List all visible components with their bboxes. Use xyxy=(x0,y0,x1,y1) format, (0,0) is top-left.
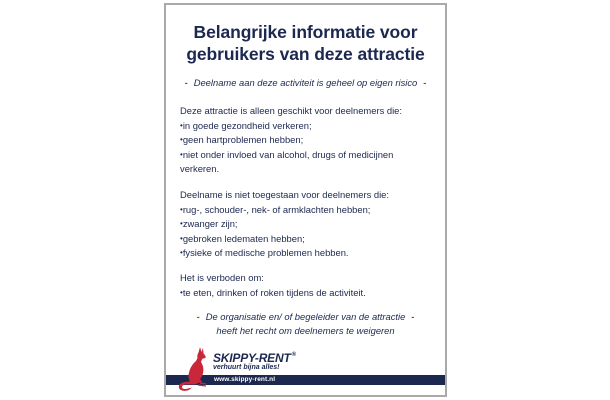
list-item: • zwanger zijn; xyxy=(180,217,435,232)
section-heading: Het is verboden om: xyxy=(180,272,264,283)
risk-notice-text: Deelname aan deze activiteit is geheel op eigen risico xyxy=(193,77,418,88)
section-forbidden xyxy=(180,271,435,300)
refusal-notice-line-2: heeft het recht om deelnemers te weigeren xyxy=(216,325,395,336)
title-line-1: Belangrijke informatie voor xyxy=(193,22,418,42)
red-dash-right: - xyxy=(423,77,427,88)
section-not-allowed xyxy=(180,188,435,261)
kangaroo-icon xyxy=(176,346,212,392)
list-item: • gebroken ledematen hebben; xyxy=(180,232,435,247)
brand-name-text: SKIPPY-RENT xyxy=(213,351,291,365)
list-item: • niet onder invloed van alcohol, drugs of medicijnen verkeren. xyxy=(180,148,435,177)
list-item: • te eten, drinken of roken tijdens de activiteit. xyxy=(180,286,435,301)
refusal-notice-line-1 xyxy=(166,310,445,324)
risk-notice xyxy=(166,76,445,90)
red-dash-right: - xyxy=(411,311,415,322)
list-item: • fysieke of medische problemen hebben. xyxy=(180,246,435,261)
section-heading: Deze attractie is alleen geschikt voor deelnemers die: xyxy=(180,105,402,116)
brand-slogan: verhuurt bijna alles! xyxy=(213,364,280,371)
list-item: • rug-, schouder-, nek- of armklachten hebben; xyxy=(180,203,435,218)
sign-title xyxy=(166,21,445,65)
section-heading: Deelname is niet toegestaan voor deelnemers die: xyxy=(180,189,389,200)
brand-url: www.skippy-rent.nl xyxy=(214,376,276,383)
list-item: • geen hartproblemen hebben; xyxy=(180,133,435,148)
registered-mark: ® xyxy=(291,352,296,358)
refusal-notice-text-1: De organisatie en/ of begeleider van de attractie xyxy=(205,311,406,322)
information-sign xyxy=(164,3,447,397)
section-suitable-for xyxy=(180,104,435,177)
refusal-notice xyxy=(166,310,445,338)
red-dash-left: - xyxy=(196,311,200,322)
title-line-2: gebruikers van deze attractie xyxy=(186,44,425,64)
red-dash-left: - xyxy=(184,77,188,88)
list-item: • in goede gezondheid verkeren; xyxy=(180,119,435,134)
